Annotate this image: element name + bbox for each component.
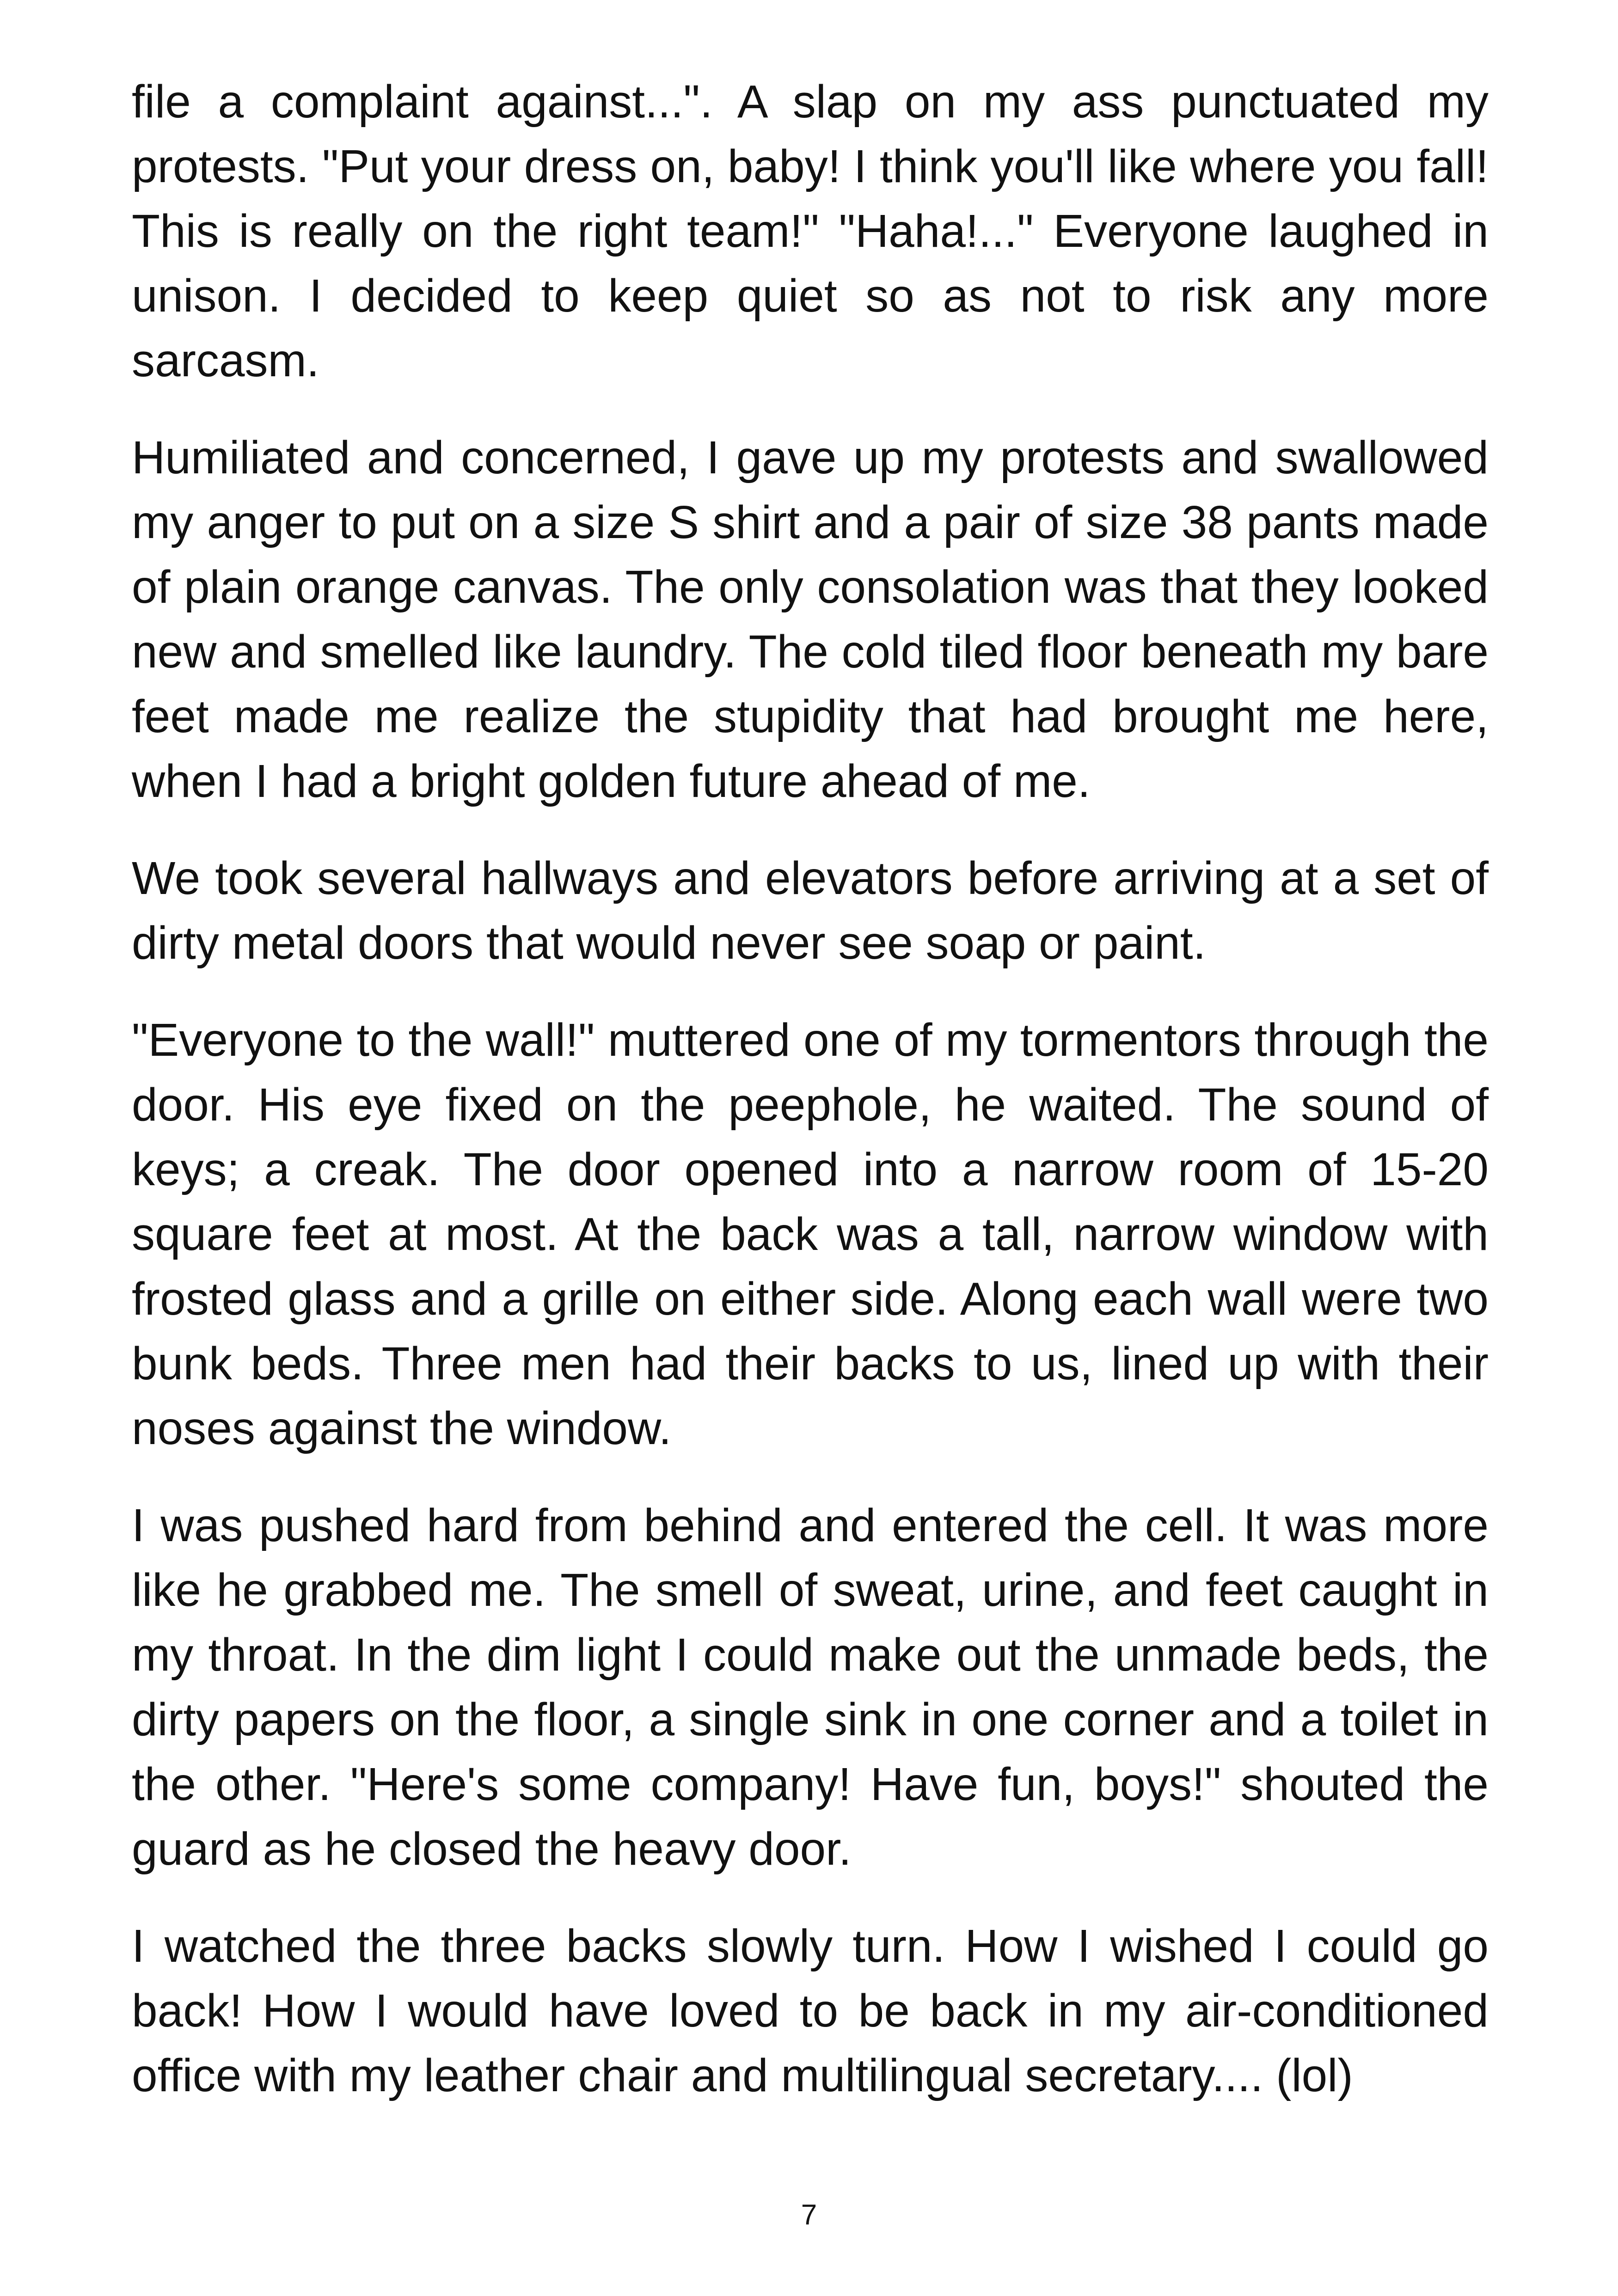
paragraph-1: file a complaint against...". A slap on my ass punctuated my protests. "Put your dress on, baby! I think you'll like where you fall! This is really on the right team!" "Haha!..." Everyone laughed in unison. I decided to keep quiet so as not to risk any more sarcasm. [132,76,1489,386]
paragraph-2: Humiliated and concerned, I gave up my protests and swallowed my anger to put on a size S shirt and a pair of size 38 pants made of plain orange canvas. The only consolation was that they looked new and smelled like laundry. The cold tiled floor beneath my bare feet made me realize the stupidity that had brought me here, when I had a bright golden future ahead of me. [132,432,1489,807]
page-number: 7 [801,2199,817,2231]
paragraph-5: I was pushed hard from behind and entered the cell. It was more like he grabbed me. The smell of sweat, urine, and feet caught in my throat. In the dim light I could make out the unmade beds, the dirty papers on the floor, a single sink in one corner and a toilet in the other. "Here's some company! Have fun, boys!" shouted the guard as he closed the heavy door. [132,1500,1489,1875]
paragraph-3: We took several hallways and elevators before arriving at a set of dirty metal doors that would never see soap or paint. [132,852,1489,969]
paragraph-4: "Everyone to the wall!" muttered one of my tormentors through the door. His eye fixed on the peephole, he waited. The sound of keys; a creak. The door opened into a narrow room of 15-20 square feet at most. At the back was a tall, narrow window with frosted glass and a grille on either side. Along each wall were two bunk beds. Three men had their backs to us, lined up with their noses against the window. [132,1014,1489,1454]
paragraph-6: I watched the three backs slowly turn. How I wished I could go back! How I would have loved to be back in my air-conditioned office with my leather chair and multilingual secretary.... (lol) [132,1920,1489,2101]
body-text [132,69,1489,2140]
